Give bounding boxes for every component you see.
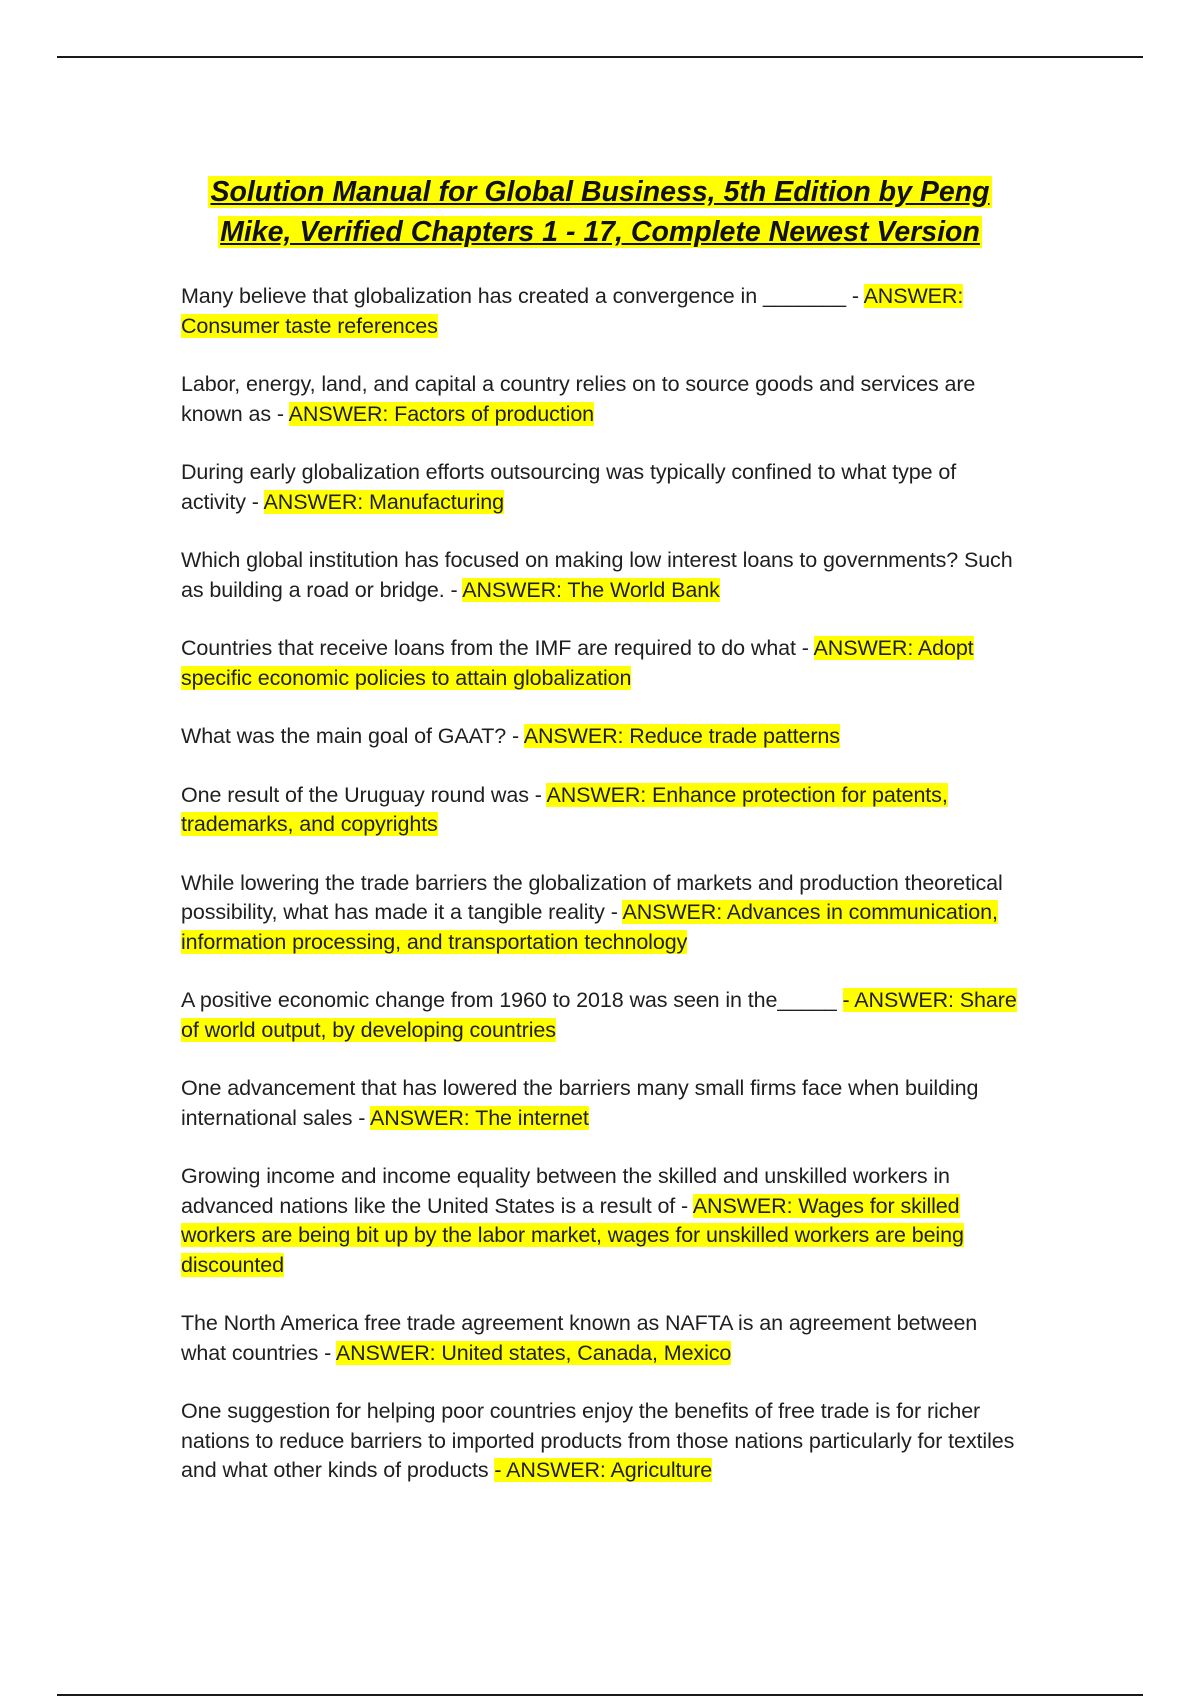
answer-text: ANSWER: The internet [370,1105,589,1130]
page-title [150,172,1050,252]
question-text: Which global institution has focused on making low interest loans to governments? Such as building a road or bridge. - [181,548,1013,602]
question-text: One suggestion for helping poor countries enjoy the benefits of free trade is for richer nations to reduce barriers to imported products from those nations particularly for textiles and what other kinds of products [181,1399,1015,1482]
answer-text: ANSWER: Adopt specific economic policies to attain globalization [181,636,974,690]
page-title-line-2: Mike, Verified Chapters 1 - 17, Complete Newest Version [220,216,980,248]
qa-list [181,282,1021,1515]
question-text: Labor, energy, land, and capital a country relies on to source goods and services are known as - [181,372,976,426]
answer-text: ANSWER: Enhance protection for patents, trademarks, and copyrights [181,782,948,836]
qa-item [181,869,1021,958]
answer-text: ANSWER: United states, Canada, Mexico [335,1340,732,1365]
answer-text: ANSWER: Wages for skilled workers are being bit up by the labor market, wages for unskilled workers are being discounted [181,1193,964,1277]
question-text: What was the main goal of GAAT? - [181,724,524,748]
question-text: A positive economic change from 1960 to 2018 was seen in the_____ [181,988,843,1012]
qa-item [181,546,1021,605]
bottom-rule [57,1694,1143,1696]
question-text: Countries that receive loans from the IMF are required to do what - [181,636,814,660]
qa-item [181,1397,1021,1486]
question-text: One advancement that has lowered the barriers many small firms face when building international sales - [181,1076,979,1130]
qa-item [181,722,1021,752]
question-text: The North America free trade agreement known as NAFTA is an agreement between what countries - [181,1311,978,1365]
answer-text: ANSWER: Reduce trade patterns [523,724,840,748]
answer-text: - ANSWER: Share of world output, by developing countries [181,988,1017,1042]
answer-text: ANSWER: Manufacturing [263,489,504,514]
qa-item [181,986,1021,1045]
answer-text: ANSWER: Advances in communication, information processing, and transportation technology [181,900,998,954]
qa-item [181,781,1021,840]
question-text: While lowering the trade barriers the globalization of markets and production theoretical possibility, what has made it a tangible reality - [181,870,1003,924]
top-rule [57,56,1143,58]
answer-text: ANSWER: The World Bank [462,577,720,602]
answer-text: ANSWER: Factors of production [288,401,595,426]
question-text: One result of the Uruguay round was - [181,782,547,807]
qa-item [181,1074,1021,1133]
question-text: During early globalization efforts outsourcing was typically confined to what type of activity - [181,460,957,514]
qa-item [181,1162,1021,1280]
answer-text: - ANSWER: Agriculture [494,1458,713,1482]
page-title-line-1: Solution Manual for Global Business, 5th Edition by Peng [210,176,990,208]
qa-item [181,458,1021,517]
qa-item [181,282,1021,341]
qa-item [181,370,1021,429]
question-text: Growing income and income equality between the skilled and unskilled workers in advanced nations like the United States is a result of - [181,1164,950,1218]
answer-text: ANSWER: Consumer taste references [181,284,964,338]
question-text: Many believe that globalization has created a convergence in _______ - [181,284,864,308]
qa-item [181,634,1021,693]
qa-item [181,1309,1021,1368]
